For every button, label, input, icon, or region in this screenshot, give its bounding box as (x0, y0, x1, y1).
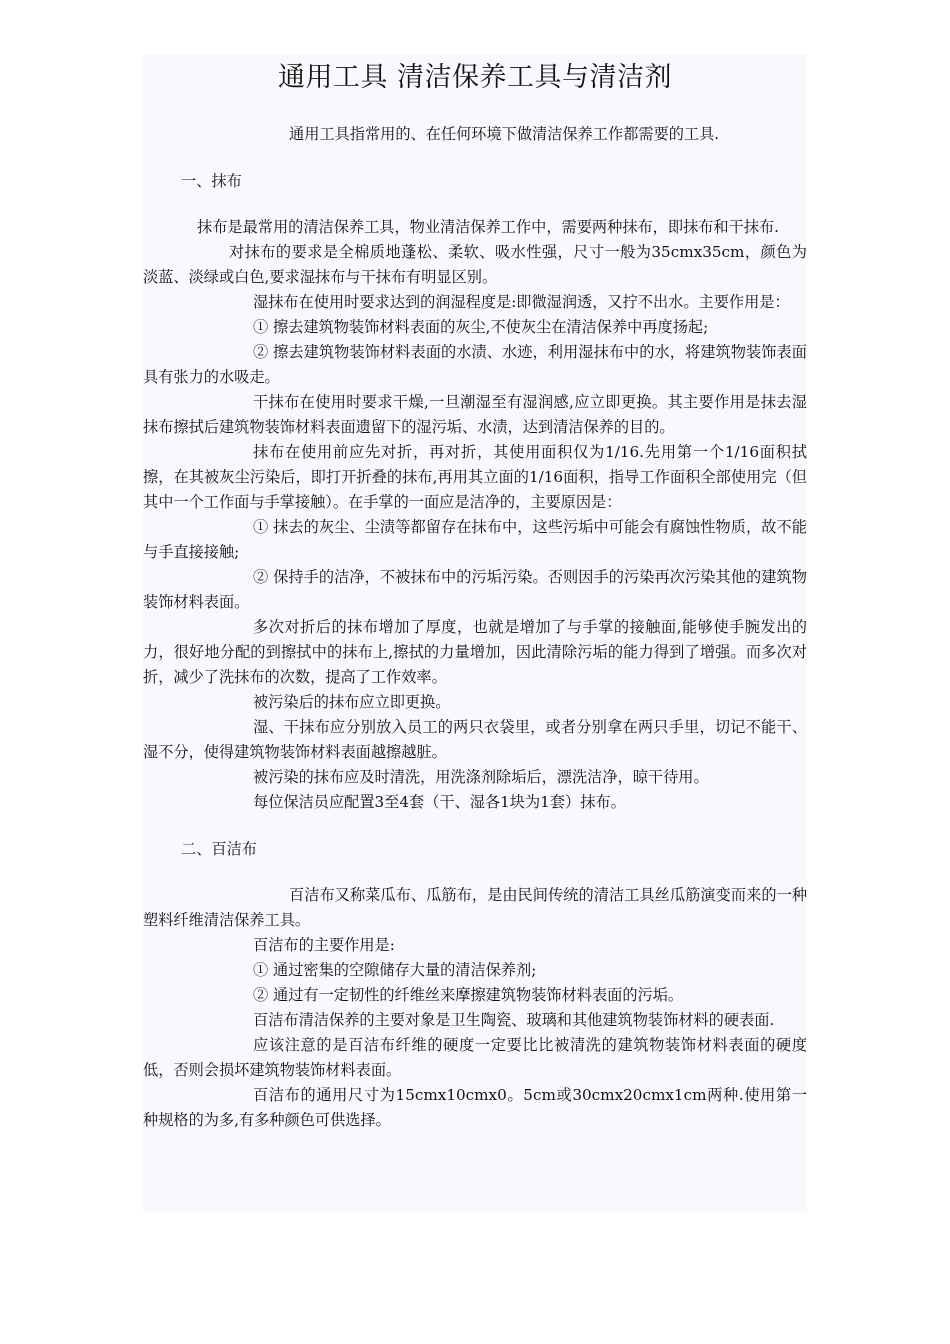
paragraph: 湿、干抹布应分别放入员工的两只衣袋里，或者分别拿在两只手里，切记不能干、湿不分，使得建筑物装饰材料表面越擦越脏。 (143, 718, 807, 761)
paragraph: 干抹布在使用时要求干燥,一旦潮湿至有湿润感,应立即更换。其主要作用是抹去湿抹布擦拭后建筑物装饰材料表面遗留下的湿污垢、水渍，达到清洁保养的目的。 (143, 393, 807, 436)
document-title: 通用工具 清洁保养工具与清洁剂 (277, 62, 673, 93)
paragraph: 每位保洁员应配置3至4套（干、湿各1块为1套）抹布。 (253, 793, 626, 811)
paragraph: 被污染的抹布应及时清洗，用洗涤剂除垢后，漂洗洁净，晾干待用。 (253, 768, 709, 786)
paragraph: 百洁布清洁保养的主要对象是卫生陶瓷、玻璃和其他建筑物装饰材料的硬表面. (253, 1011, 775, 1029)
paragraph: 多次对折后的抹布增加了厚度，也就是增加了与手掌的接触面,能够使手腕发出的力，很好地分配的到擦拭中的抹布上,擦拭的力量增加，因此清除污垢的能力得到了增强。而多次对折，减少了洗抹布的次数，提高了工作效率。 (143, 618, 807, 686)
paragraph: 百洁布的主要作用是: (253, 936, 395, 954)
list-item: ② 通过有一定韧性的纤维丝来摩擦建筑物装饰材料表面的污垢。 (253, 986, 684, 1004)
paragraph: 抹布是最常用的清洁保养工具，物业清洁保养工作中，需要两种抹布，即抹布和干抹布. (197, 218, 779, 236)
paragraph: 抹布在使用前应先对折，再对折，其使用面积仅为1/16.先用第一个1/16面积拭擦，在其被灰尘污染后，即打开折叠的抹布,再用其立面的1/16面积，指导工作面积全部使用完（但其中一个工作面与手掌接触）。在手掌的一面应是洁净的，主要原因是： (143, 443, 807, 511)
list-item: ② 擦去建筑物装饰材料表面的水渍、水迹，利用湿抹布中的水，将建筑物装饰表面具有张力的水吸走。 (143, 343, 807, 386)
list-item: ② 保持手的洁净，不被抹布中的污垢污染。否则因手的污染再次污染其他的建筑物装饰材料表面。 (143, 568, 807, 611)
paragraph: 对抹布的要求是全棉质地蓬松、柔软、吸水性强，尺寸一般为35cmx35cm，颜色为淡蓝、淡绿或白色,要求湿抹布与干抹布有明显区别。 (143, 243, 807, 286)
paragraph: 应该注意的是百洁布纤维的硬度一定要比比被清洗的建筑物装饰材料表面的硬度低，否则会损坏建筑物装饰材料表面。 (143, 1036, 807, 1079)
paragraph: 被污染后的抹布应立即更换。 (253, 693, 451, 711)
section-heading-scouring-pad: 二、百洁布 (181, 840, 257, 858)
paragraph: 湿抹布在使用时要求达到的润湿程度是:即微湿润透，又拧不出水。主要作用是： (253, 293, 790, 311)
list-item: ① 通过密集的空隙储存大量的清洁保养剂; (253, 961, 537, 979)
paragraph: 百洁布又称菜瓜布、瓜筋布，是由民间传统的清洁工具丝瓜筋演变而来的一种塑料纤维清洁保养工具。 (143, 886, 807, 929)
document-body (143, 122, 807, 1133)
list-item: ① 擦去建筑物装饰材料表面的灰尘,不使灰尘在清洁保养中再度扬起; (253, 318, 709, 336)
section-heading-rag: 一、抹布 (181, 172, 242, 190)
intro-paragraph: 通用工具指常用的、在任何环境下做清洁保养工作都需要的工具. (289, 125, 720, 143)
paragraph: 百洁布的通用尺寸为15cmx10cmx0。5cm或30cmx20cmx1cm两种.使用第一种规格的为多,有多种颜色可供选择。 (143, 1086, 807, 1129)
list-item: ① 抹去的灰尘、尘渍等都留存在抹布中，这些污垢中可能会有腐蚀性物质，故不能与手直接接触; (143, 518, 807, 561)
